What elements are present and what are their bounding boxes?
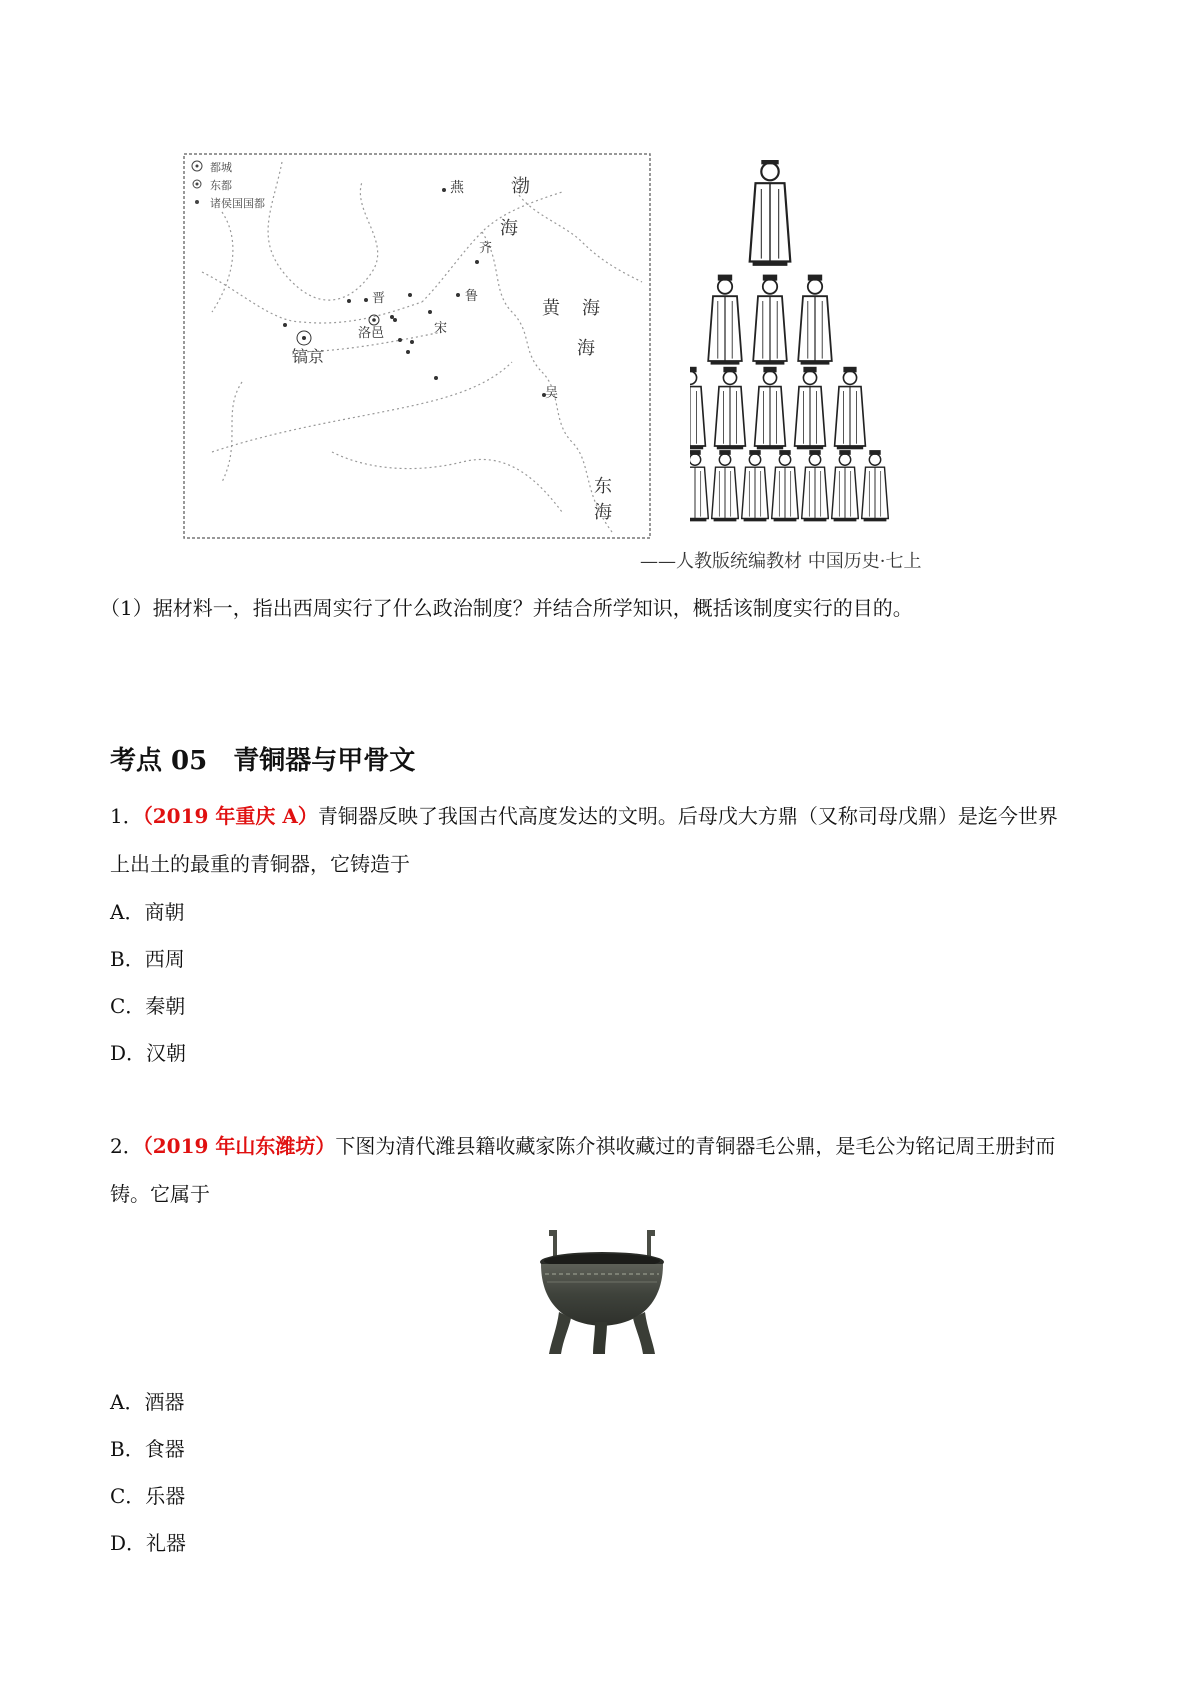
q2-text-line1: 下图为清代潍县籍收藏家陈介祺收藏过的青铜器毛公鼎，是毛公为铭记周王册封而 [335, 1134, 1056, 1158]
q2-stem-line2: 铸。它属于 [110, 1182, 210, 1206]
q1-option-a[interactable]: A．商朝 [110, 900, 185, 924]
legend-capital: 都城 [210, 161, 232, 174]
label-haojing: 镐京 [292, 349, 325, 366]
label-dong: 东 [594, 476, 612, 496]
label-lu: 鲁 [465, 288, 479, 303]
q1-stem-line2: 上出土的最重的青铜器，它铸造于 [110, 852, 410, 876]
label-yan: 燕 [450, 181, 464, 196]
label-dong-hai: 海 [594, 502, 612, 522]
q2-number: 2． [110, 1134, 143, 1158]
q2-option-b[interactable]: B．食器 [110, 1437, 185, 1461]
figure-caption: ——人教版统编教材 中国历史·七上 [640, 551, 922, 572]
tier-2-figures [708, 275, 832, 365]
question-1-prompt: （1）据材料一，指出西周实行了什么政治制度？并结合所学知识，概括该制度实行的目的。 [100, 596, 913, 620]
king-figure [750, 160, 791, 266]
mao-gong-ding-image [535, 1228, 669, 1358]
q1-stem-line1 [110, 804, 1058, 828]
label-bo-hai: 海 [500, 218, 518, 238]
q2-option-a[interactable]: A．酒器 [110, 1390, 185, 1414]
feudal-hierarchy-pyramid [690, 160, 1020, 580]
q1-source: （2019 年重庆 A） [142, 804, 318, 828]
label-jin: 晋 [372, 290, 386, 305]
western-zhou-map [182, 152, 652, 540]
q1-option-d[interactable]: D．汉朝 [110, 1041, 187, 1065]
label-qi: 齐 [479, 240, 493, 255]
legend-vassal-capital: 诸侯国国都 [210, 197, 265, 210]
label-luoyi: 洛邑 [358, 325, 385, 340]
section-title: 考点 05 青铜器与甲骨文 [110, 746, 416, 776]
q1-option-b[interactable]: B．西周 [110, 947, 185, 971]
q1-option-c[interactable]: C．秦朝 [110, 994, 186, 1018]
q2-option-c[interactable]: C．乐器 [110, 1484, 186, 1508]
label-huang-hai: 海 [582, 298, 600, 318]
tier-3-figures [690, 367, 865, 450]
legend-east-capital: 东都 [210, 179, 232, 192]
label-song: 宋 [434, 320, 448, 335]
q2-source: （2019 年山东潍坊） [142, 1134, 336, 1158]
label-huang: 黄 [542, 298, 560, 318]
tier-4-figures [690, 450, 888, 521]
label-bo: 渤 [512, 176, 530, 196]
q1-number: 1． [110, 804, 143, 828]
q2-option-d[interactable]: D．礼器 [110, 1531, 187, 1555]
q1-text-line1: 青铜器反映了我国古代高度发达的文明。后母戊大方鼎（又称司母戊鼎）是迄今世界 [317, 804, 1058, 828]
q2-stem-line1 [110, 1134, 1055, 1158]
label-wu: 吴 [545, 385, 559, 400]
label-hai: 海 [577, 338, 595, 358]
